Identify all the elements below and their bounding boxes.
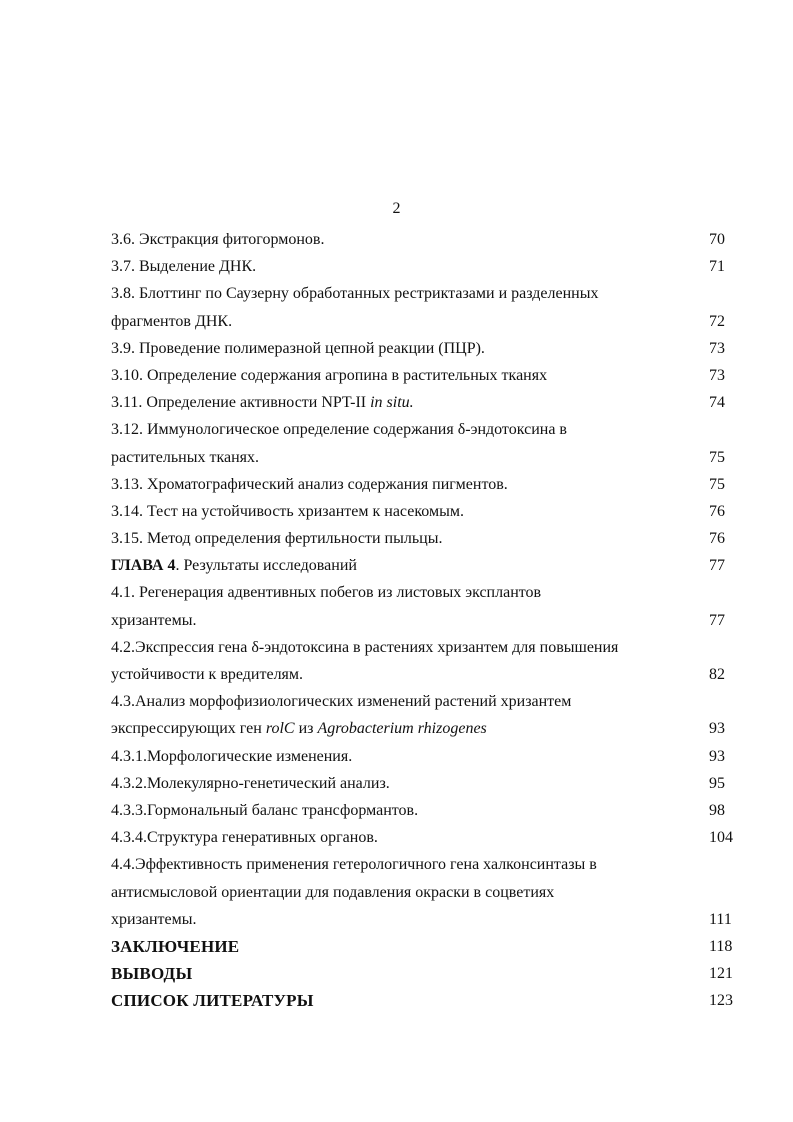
toc-entry-title: 4.3.Анализ морфофизиологических изменений растений хризантем [111,693,572,711]
toc-row [111,362,751,389]
toc-entry-title: 3.13. Хроматографический анализ содержания пигментов. [111,475,508,493]
toc-row [111,879,751,906]
toc-entry-page: 76 [709,530,725,548]
toc-row [111,797,751,824]
toc-row [111,688,751,715]
toc-entry-page: 93 [709,747,725,765]
toc-entry-title: устойчивости к вредителям. [111,666,304,683]
toc-entry-page: 75 [709,448,725,466]
section-heading: СПИСОК ЛИТЕРАТУРЫ [111,991,314,1011]
toc-entry-title: 4.3.1.Морфологические изменения. [111,747,353,765]
toc-entry-title: фрагментов ДНК. [111,312,233,330]
toc-row [111,226,751,253]
toc-entry-title: 4.2.Экспрессия гена δ-эндотоксина в растениях хризантем для повышения [111,638,619,656]
toc-entry-page: 111 [709,910,732,928]
toc-entry-title: 4.4.Эффективность применения гетерологичного гена халконсинтазы в [111,856,597,874]
toc-row [111,987,751,1014]
toc-entry-page: 75 [709,475,725,493]
toc-entry-page: 72 [709,312,725,330]
toc-entry-page: 98 [709,801,725,819]
toc-entry-title: экспрессирующих ген rolC из Agrobacterium rhizogenes [111,720,487,738]
toc-entry-page: 73 [709,339,725,357]
toc-entry-page: 123 [709,992,733,1010]
toc-entry-title: хризантемы. [111,611,197,629]
toc-entry-title: 4.3.2.Молекулярно-генетический анализ. [111,774,390,792]
toc-entry-title: 4.3.3.Гормональный баланс трансформантов. [111,801,419,819]
toc-row [111,498,751,525]
section-heading: ЗАКЛЮЧЕНИЕ [111,936,240,956]
toc-row [111,253,751,280]
toc-row [111,933,751,960]
toc-entry-title: 3.10. Определение содержания агропина в растительных тканях [111,366,548,384]
toc-row [111,607,751,634]
toc-entry-title: 3.15. Метод определения фертильности пыльцы. [111,530,443,548]
toc-row [111,770,751,797]
toc-entry-title: 3.6. Экстракция фитогормонов. [111,231,325,248]
toc-entry-title: растительных тканях. [111,448,259,466]
toc-row [111,471,751,498]
toc-entry-page: 76 [709,502,725,520]
toc-entry-page: 73 [709,366,725,384]
toc-entry-title: антисмысловой ориентации для подавления окраски в соцветиях [111,883,555,901]
toc-row [111,280,751,307]
toc-row [111,851,751,878]
toc-entry-title: ГЛАВА 4. Результаты исследований [111,557,357,575]
page-number: 2 [392,200,401,217]
toc-entry-page: 95 [709,774,725,792]
toc-entry-title: хризантемы. [111,910,197,928]
toc-entry-page: 82 [709,666,725,683]
toc-row [111,824,751,851]
toc-entry-italic: in situ. [370,394,414,412]
toc-entry-title: 3.9. Проведение полимеразной цепной реакции (ПЦР). [111,339,485,357]
toc-row [111,906,751,933]
toc-entry-page: 104 [709,829,733,847]
section-heading: ВЫВОДЫ [111,964,193,984]
toc-row [111,416,751,443]
toc-entry-page: 121 [709,965,733,983]
toc-entry-page: 118 [709,937,733,955]
toc-row [111,389,751,416]
toc-entry-title: 4.3.4.Структура генеративных органов. [111,829,378,847]
toc-entry-page: 71 [709,258,725,276]
toc-entry-title: 3.12. Иммунологическое определение содержания δ-эндотоксина в [111,421,567,439]
toc-entry-page: 77 [709,611,725,629]
chapter-label: ГЛАВА 4 [111,557,176,575]
toc-entry-page: 74 [709,394,725,412]
toc-row [111,552,751,579]
toc-entry-page: 93 [709,720,725,738]
toc-row [111,308,751,335]
toc-entry-page: 77 [709,557,725,575]
toc-row [111,715,751,742]
toc-row [111,579,751,606]
toc-entry-title: 3.8. Блоттинг по Саузерну обработанных рестриктазами и разделенных [111,285,599,303]
toc-row [111,335,751,362]
toc-row [111,661,751,688]
toc-row [111,743,751,770]
toc-entry-title: 3.14. Тест на устойчивость хризантем к насекомым. [111,502,464,520]
gene-name: rolC [265,720,295,738]
species-name: Agrobacterium rhizogenes [317,720,487,738]
toc-entry-title: 4.1. Регенерация адвентивных побегов из листовых эксплантов [111,584,542,602]
toc-row [111,634,751,661]
toc-entry-page: 70 [709,231,725,248]
toc-row [111,444,751,471]
toc-entry-title: 3.11. Определение активности NPT-II in situ. [111,394,414,412]
toc-row [111,960,751,987]
table-of-contents [111,226,751,1014]
toc-entry-title: 3.7. Выделение ДНК. [111,258,257,276]
toc-row [111,525,751,552]
